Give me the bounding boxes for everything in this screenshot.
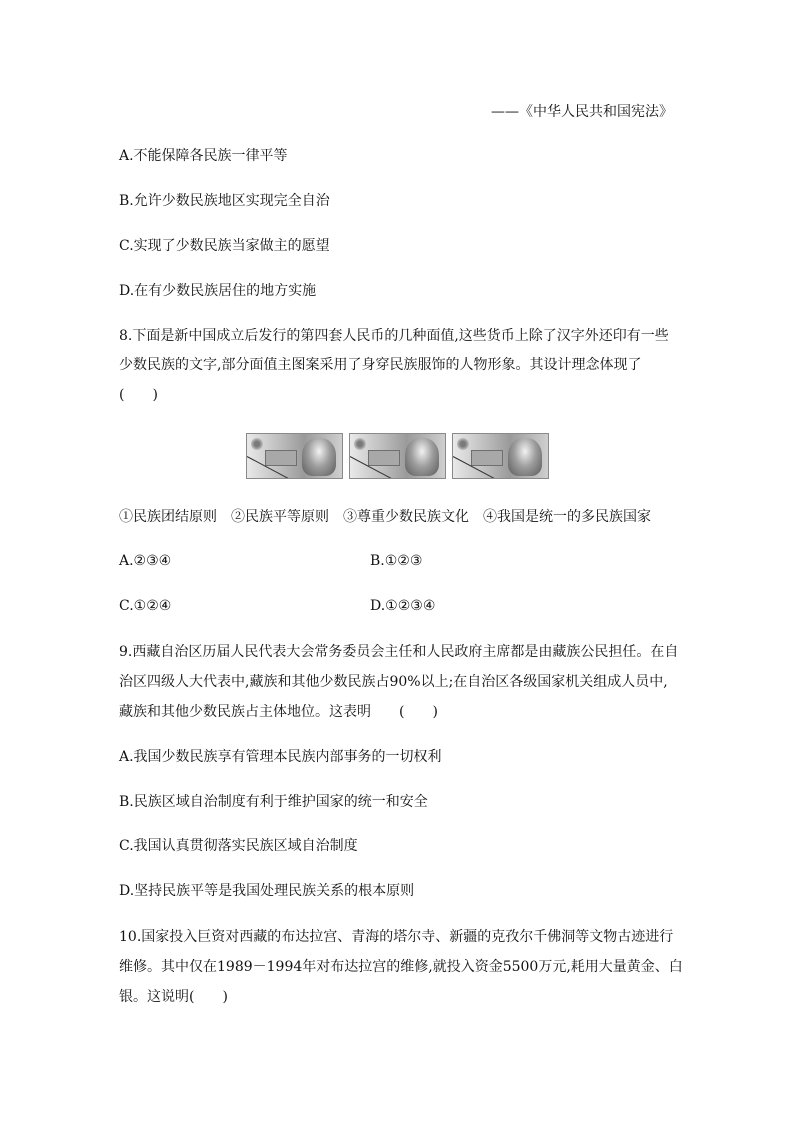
q8-option-c: C.①②④ bbox=[119, 598, 172, 614]
q8-stem-line-3: ( ) bbox=[119, 387, 158, 403]
banknote-image-1 bbox=[246, 433, 343, 479]
q9-option-a: A.我国少数民族享有管理本民族内部事务的一切权利 bbox=[119, 749, 442, 765]
q8-option-d: D.①②③④ bbox=[370, 598, 436, 614]
q9-option-d: D.坚持民族平等是我国处理民族关系的根本原则 bbox=[119, 883, 415, 899]
banknote-image-3 bbox=[452, 433, 549, 479]
q8-option-b: B.①②③ bbox=[370, 553, 423, 569]
q7-option-a: A.不能保障各民族一律平等 bbox=[119, 148, 288, 164]
q7-option-d: D.在有少数民族居住的地方实施 bbox=[119, 283, 317, 299]
q9-option-b: B.民族区域自治制度有利于维护国家的统一和安全 bbox=[119, 794, 428, 810]
q9-stem-line-3: 藏族和其他少数民族占主体地位。这表明 ( ) bbox=[119, 704, 438, 720]
q9-stem-line-1: 9.西藏自治区历届人民代表大会常务委员会主任和人民政府主席都是由藏族公民担任。在自 bbox=[119, 644, 679, 660]
q10-stem-line-2: 维修。其中仅在1989－1994年对布达拉宫的维修,就投入资金5500万元,耗用大量黄金、白 bbox=[119, 959, 683, 975]
q10-stem-line-3: 银。这说明( ) bbox=[119, 989, 228, 1005]
q7-option-b: B.允许少数民族地区实现完全自治 bbox=[119, 193, 330, 209]
q9-stem-line-2: 治区四级人大代表中,藏族和其他少数民族占90%以上;在自治区各级国家机关组成人员中, bbox=[119, 674, 668, 690]
q8-statements: ①民族团结原则 ②民族平等原则 ③尊重少数民族文化 ④我国是统一的多民族国家 bbox=[119, 509, 651, 525]
q9-option-c: C.我国认真贯彻落实民族区域自治制度 bbox=[119, 838, 358, 854]
q7-option-c: C.实现了少数民族当家做主的愿望 bbox=[119, 238, 330, 254]
q8-option-a: A.②③④ bbox=[119, 553, 172, 569]
q8-stem-line-2: 少数民族的文字,部分面值主图案采用了身穿民族服饰的人物形象。其设计理念体现了 bbox=[119, 357, 642, 373]
source-citation: ——《中华人民共和国宪法》 bbox=[491, 104, 673, 120]
q10-stem-line-1: 10.国家投入巨资对西藏的布达拉宫、青海的塔尔寺、新疆的克孜尔千佛洞等文物古迹进行 bbox=[119, 929, 674, 945]
banknote-image-2 bbox=[349, 433, 446, 479]
q8-stem-line-1: 8.下面是新中国成立后发行的第四套人民币的几种面值,这些货币上除了汉字外还印有一些 bbox=[119, 328, 669, 344]
